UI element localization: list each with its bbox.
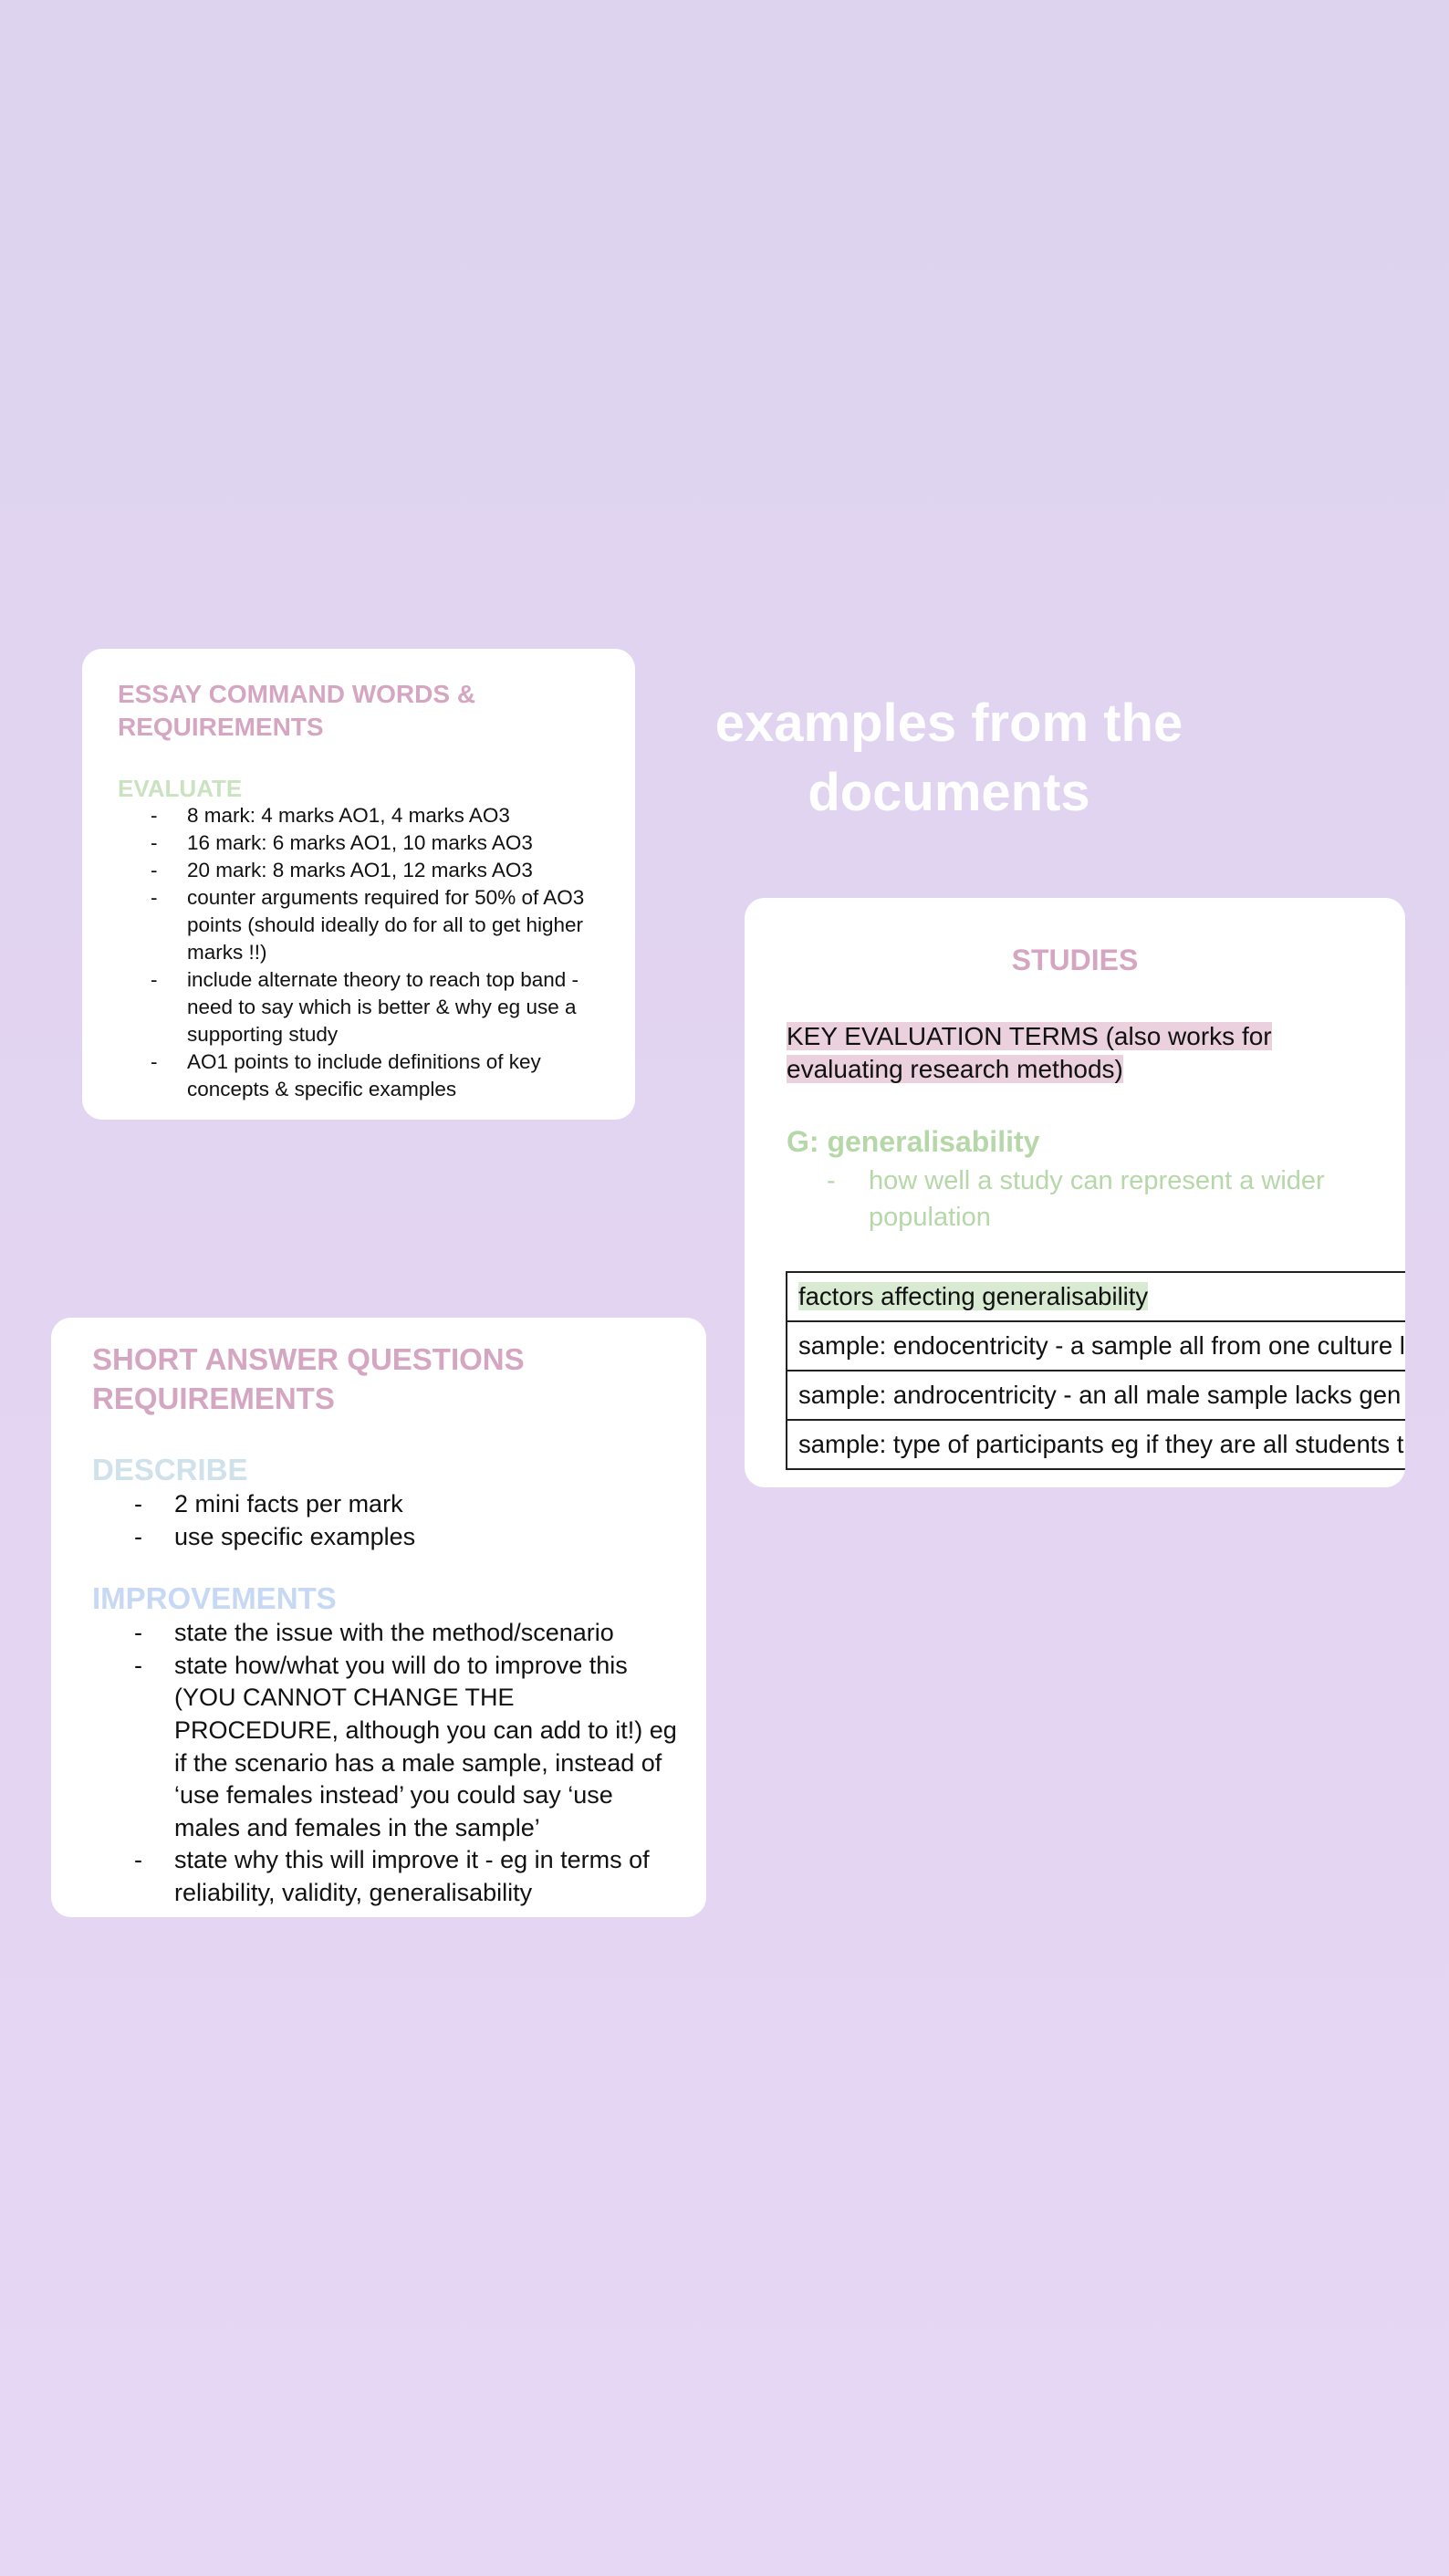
describe-subheading: DESCRIBE — [92, 1453, 248, 1486]
evaluate-list — [118, 802, 602, 1103]
studies-title: STUDIES — [1011, 944, 1139, 976]
list-item: - 8 mark: 4 marks AO1, 4 marks AO3 — [118, 802, 602, 829]
list-item: - state why this will improve it - eg in terms of reliability, validity, generalisability — [92, 1844, 679, 1909]
evaluate-subheading: EVALUATE — [118, 775, 243, 802]
list-item: - 20 mark: 8 marks AO1, 12 marks AO3 — [118, 857, 602, 884]
generalisability-text: how well a study can represent a wider population — [869, 1166, 1325, 1232]
heading-line: documents — [808, 763, 1090, 822]
key-terms-highlight: KEY EVALUATION TERMS (also works for evaluating research methods) — [787, 1022, 1272, 1083]
list-item: - use specific examples — [92, 1521, 679, 1554]
list-item: - include alternate theory to reach top band - need to say which is better & why eg use a supporting study — [118, 966, 602, 1048]
list-item: - state how/what you will do to improve this (YOU CANNOT CHANGE THE PROCEDURE, although you can add to it!) eg if the scenario has a male sample, instead of ‘use females instead’ you could say ‘use males and females in the sample’ — [92, 1650, 679, 1845]
improvements-subheading: IMPROVEMENTS — [92, 1581, 337, 1616]
generalisability-description — [787, 1163, 1371, 1236]
table-cell: sample: endocentricity - a sample all from one culture l — [787, 1321, 1405, 1371]
examples-heading — [675, 689, 1223, 828]
list-item: - 16 mark: 6 marks AO1, 10 marks AO3 — [118, 829, 602, 857]
list-item: - 2 mini facts per mark — [92, 1488, 679, 1521]
essay-requirements-card — [82, 649, 635, 1120]
table-header-cell — [787, 1272, 1405, 1321]
list-item: - counter arguments required for 50% of AO3 points (should ideally do for all to get higher marks !!) — [118, 884, 602, 966]
essay-card-title: ESSAY COMMAND WORDS & REQUIREMENTS — [118, 680, 476, 741]
bullet-dash: - — [827, 1166, 836, 1195]
studies-card — [745, 898, 1405, 1487]
generalisability-title: G: generalisability — [787, 1125, 1040, 1158]
describe-list — [92, 1488, 679, 1553]
generalisability-table — [786, 1271, 1405, 1470]
key-evaluation-terms — [787, 1020, 1334, 1086]
list-item: - state the issue with the method/scenario — [92, 1617, 679, 1650]
table-cell: sample: type of participants eg if they are all students t — [787, 1420, 1405, 1469]
table-row — [787, 1420, 1405, 1469]
table-row — [787, 1371, 1405, 1420]
table-cell: sample: androcentricity - an all male sample lacks gen — [787, 1371, 1405, 1420]
list-item: - AO1 points to include definitions of key concepts & specific examples — [118, 1048, 602, 1103]
table-row — [787, 1272, 1405, 1321]
header-highlight: factors affecting generalisability — [798, 1282, 1149, 1310]
table-row — [787, 1321, 1405, 1371]
short-answer-title: SHORT ANSWER QUESTIONS REQUIREMENTS — [92, 1342, 525, 1415]
short-answer-card — [51, 1318, 706, 1917]
improvements-list — [92, 1617, 679, 1909]
heading-line: examples from the — [714, 694, 1183, 753]
